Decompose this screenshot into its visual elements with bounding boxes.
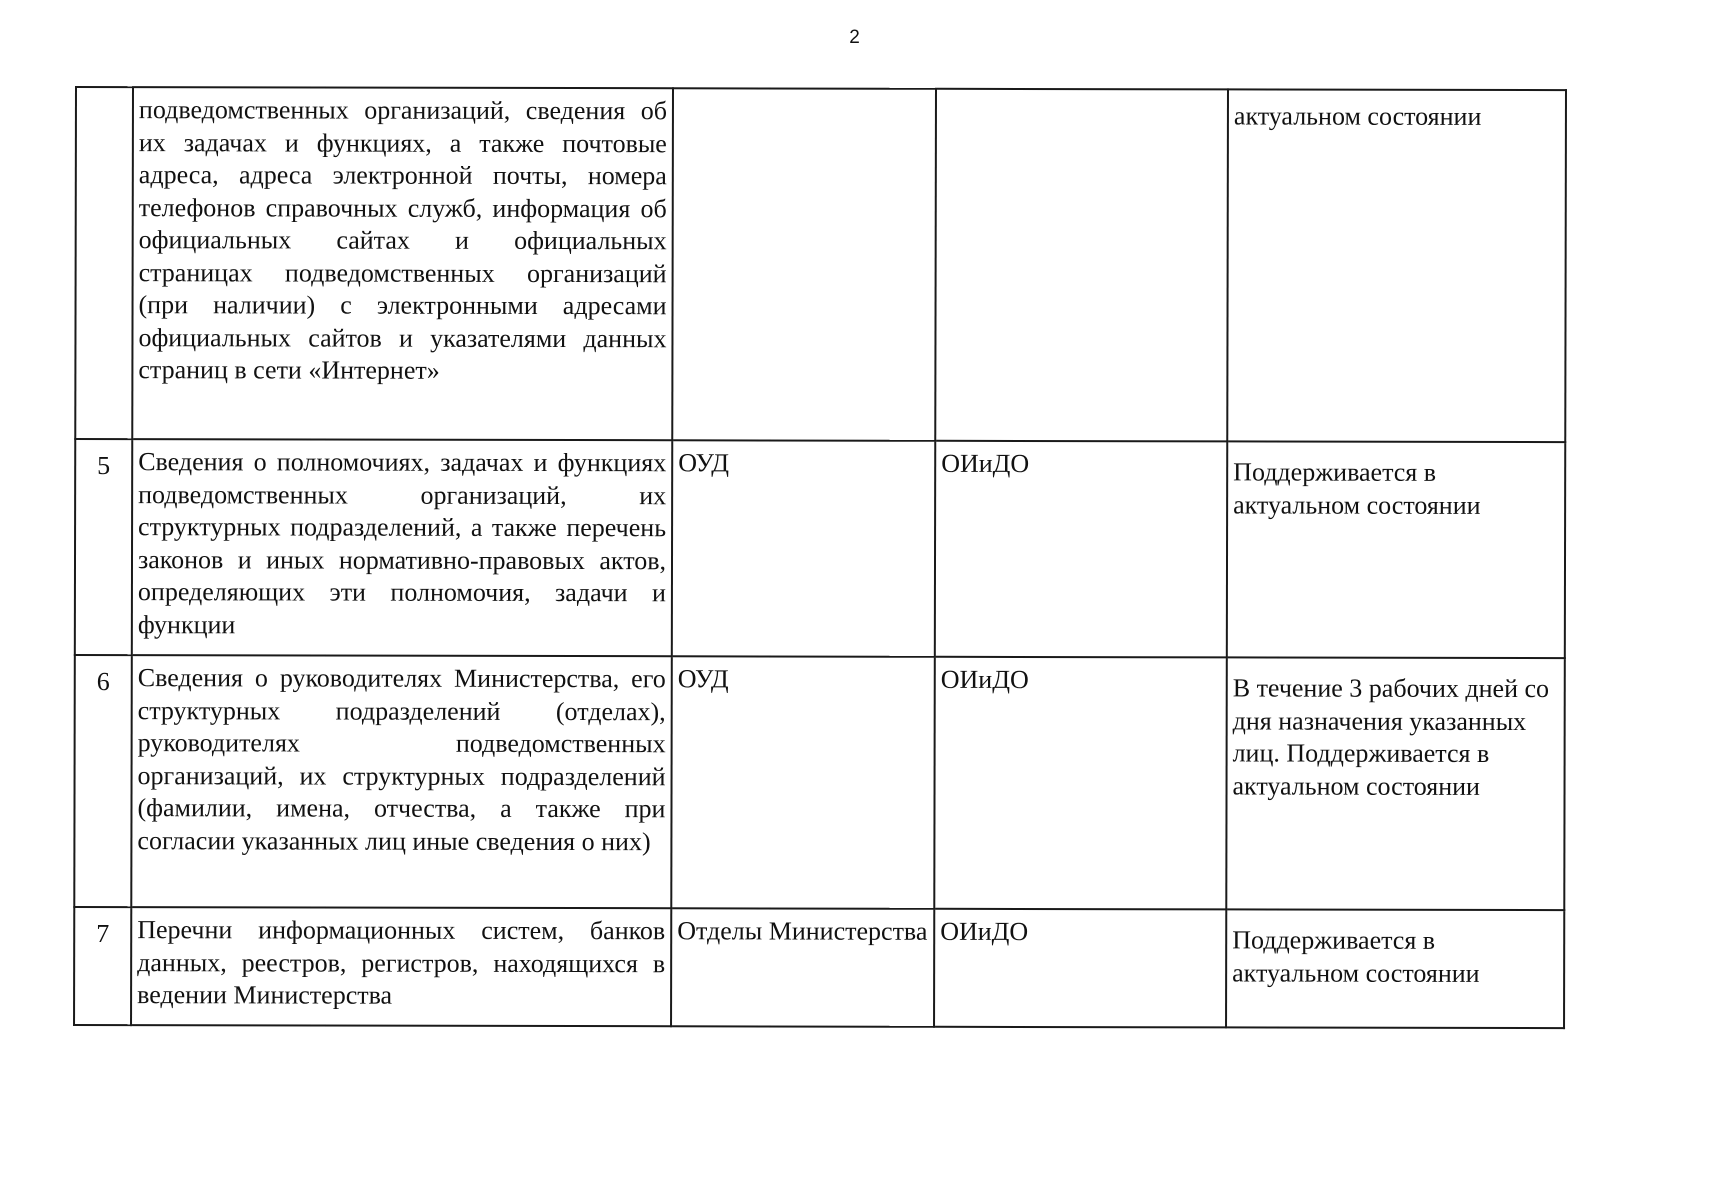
row-number [75,87,133,439]
page-number: 2 [849,27,860,48]
row-description: Перечни информационных систем, банков данных, реестров, регистров, находящихся в ведении Министерства [131,907,671,1026]
row-number: 7 [74,907,131,1025]
row-term: В течение 3 рабочих дней со дня назначения указанных лиц. Поддерживается в актуальном состоянии [1226,657,1565,910]
table-row [75,439,1565,658]
row-department [672,88,936,441]
row-term: актуальном состоянии [1227,89,1566,442]
row-department: Отделы Министерства [671,908,934,1027]
row-term: Поддерживается в актуальном состоянии [1226,909,1564,1028]
row-responsible: ОИиДО [934,909,1226,1028]
row-department: ОУД [672,440,935,657]
document-table [73,86,1567,1029]
row-responsible [935,89,1228,442]
row-description: Сведения о руководителях Министерства, его структурных подразделений (отделах), руководителях подведомственных организаций, их структурных подразделений (фамилии, имена, отчества, а также при согласии указанных лиц иные сведения о них) [131,655,672,908]
row-term: Поддерживается в актуальном состоянии [1227,441,1565,658]
row-description: Сведения о полномочиях, задачах и функциях подведомственных организаций, их структурных подразделений, а также перечень законов и иных нормативно-правовых актов, определяющих эти полномочия, задачи и функции [132,439,672,656]
row-department: ОУД [671,656,935,909]
row-responsible: ОИиДО [934,657,1227,910]
row-responsible: ОИиДО [935,441,1227,658]
table-row [75,87,1566,442]
row-description: подведомственных организаций, сведения об их задачах и функциях, а также почтовые адреса, адреса электронной почты, номера телефонов справочных служб, информация об официальных сайтах и официальных страницах подведомственных организаций (при наличии) с электронными адресами официальных сайтов и указателями данных страниц в сети «Интернет» [132,87,673,440]
table-row [74,655,1565,910]
row-number: 5 [75,439,132,655]
table-row [74,907,1564,1028]
row-number: 6 [74,655,132,907]
